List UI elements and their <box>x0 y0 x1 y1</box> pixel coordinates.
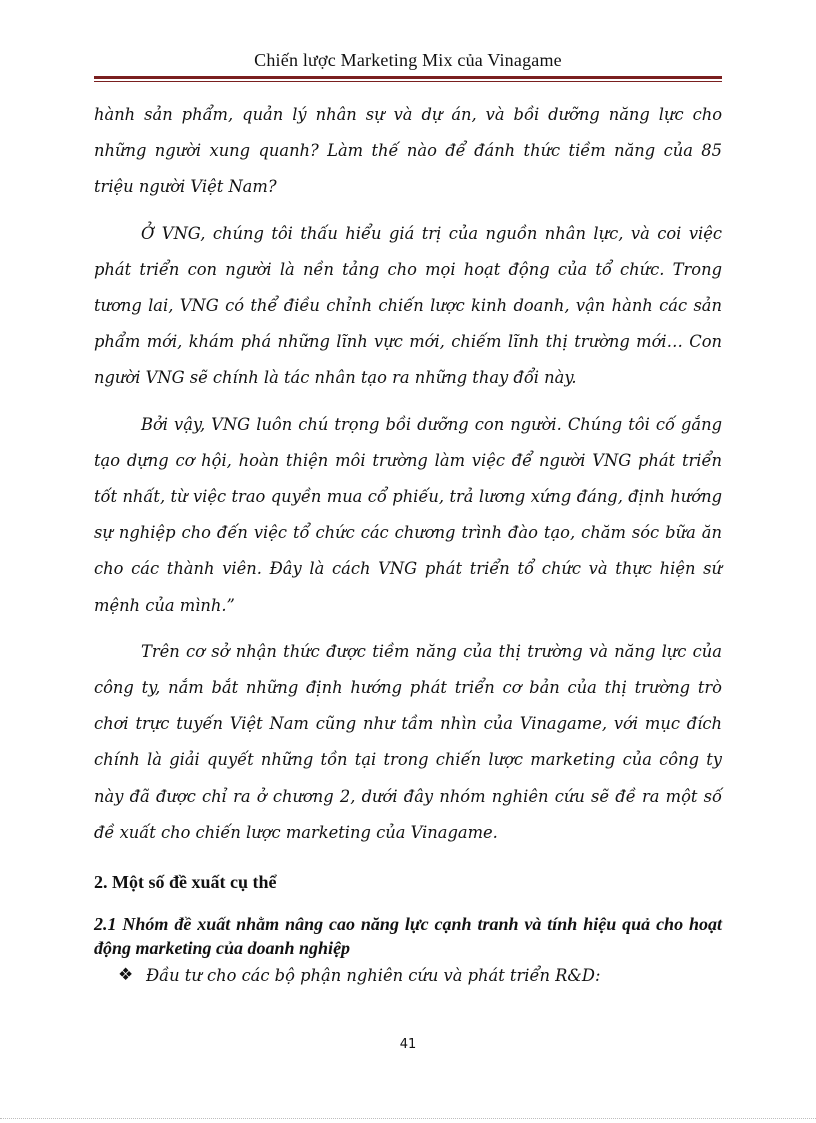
page-bottom-border <box>0 1118 816 1119</box>
paragraph-continuation: hành sản phẩm, quản lý nhân sự và dự án, và bồi dưỡng năng lực cho những người xung quanh? Làm thế nào để đánh thức tiềm năng của 85 triệu người Việt Nam? <box>94 105 722 197</box>
paragraph: Ở VNG, chúng tôi thấu hiểu giá trị của nguồn nhân lực, và coi việc phát triển con người là nền tảng cho mọi hoạt động của tổ chức. Trong tương lai, VNG có thể điều chỉnh chiến lược kinh doanh, vận hành các sản phẩm mới, khám phá những lĩnh vực mới, chiếm lĩnh thị trường mới… Con người VNG sẽ chính là tác nhân tạo ra những thay đổi này. <box>94 223 722 388</box>
page-header-title: Chiến lược Marketing Mix của Vinagame <box>254 50 562 70</box>
bullet-text: Đầu tư cho các bộ phận nghiên cứu và phát triển R&D: <box>146 965 601 985</box>
paragraph: Bởi vậy, VNG luôn chú trọng bồi dưỡng con người. Chúng tôi cố gắng tạo dựng cơ hội, hoàn thiện môi trường làm việc để người VNG phát triển tốt nhất, từ việc trao quyền mua cổ phiếu, trả lương xứng đáng, định hướng sự nghiệp cho đến việc tổ chức các chương trình đào tạo, chăm sóc bữa ăn cho các thành viên. Đây là cách VNG phát triển tổ chức và thực hiện sứ mệnh của mình.” <box>94 414 722 615</box>
paragraph: Trên cơ sở nhận thức được tiềm năng của thị trường và năng lực của công ty, nắm bắt những định hướng phát triển cơ bản của thị trường trò chơi trực tuyến Việt Nam cũng như tầm nhìn của Vinagame, với mục đích chính là giải quyết những tồn tại trong chiến lược marketing của công ty này đã được chỉ ra ở chương 2, dưới đây nhóm nghiên cứu sẽ đề ra một số đề xuất cho chiến lược marketing của Vinagame. <box>94 641 722 842</box>
page-number: 41 <box>399 1037 417 1052</box>
body-text <box>94 97 722 851</box>
bullet-item <box>118 965 600 985</box>
header-rule-thin <box>94 81 722 82</box>
section-heading: 2. Một số đề xuất cụ thể <box>94 872 277 892</box>
header-rule-thick <box>94 76 722 79</box>
diamond-bullet-icon: ❖ <box>118 965 134 985</box>
subsection-heading: 2.1 Nhóm đề xuất nhằm nâng cao năng lực cạnh tranh và tính hiệu quả cho hoạt động marketing của doanh nghiệp <box>94 914 722 958</box>
